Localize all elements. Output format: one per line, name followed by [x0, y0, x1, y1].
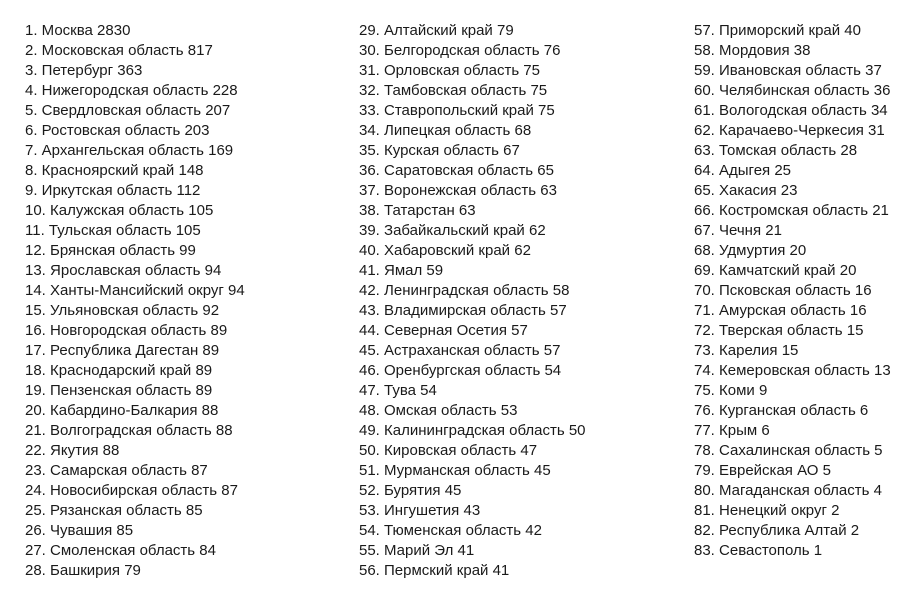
list-item: 7. Архангельская область 169	[25, 142, 234, 159]
list-item: 55. Марий Эл 41	[359, 542, 475, 559]
list-item: 10. Калужская область 105	[25, 202, 214, 219]
list-item: 75. Коми 9	[694, 382, 768, 399]
list-item: 23. Самарская область 87	[25, 462, 208, 479]
list-item: 4. Нижегородская область 228	[25, 82, 238, 99]
list-item: 77. Крым 6	[694, 422, 770, 439]
list-item: 28. Башкирия 79	[25, 562, 141, 579]
list-item: 41. Ямал 59	[359, 262, 444, 279]
list-item: 74. Кемеровская область 13	[694, 362, 891, 379]
list-item: 19. Пензенская область 89	[25, 382, 213, 399]
list-item: 46. Оренбургская область 54	[359, 362, 562, 379]
list-item: 49. Калининградская область 50	[359, 422, 586, 439]
list-item: 64. Адыгея 25	[694, 162, 792, 179]
list-column-2	[359, 21, 586, 581]
list-item: 50. Кировская область 47	[359, 442, 538, 459]
list-item: 83. Севастополь 1	[694, 542, 823, 559]
list-item: 57. Приморский край 40	[694, 22, 861, 39]
list-item: 16. Новгородская область 89	[25, 322, 228, 339]
list-item: 15. Ульяновская область 92	[25, 302, 220, 319]
list-item: 45. Астраханская область 57	[359, 342, 561, 359]
list-item: 69. Камчатский край 20	[694, 262, 857, 279]
list-item: 47. Тува 54	[359, 382, 437, 399]
list-item: 58. Мордовия 38	[694, 42, 811, 59]
list-item: 67. Чечня 21	[694, 222, 782, 239]
list-item: 68. Удмуртия 20	[694, 242, 807, 259]
list-item: 66. Костромская область 21	[694, 202, 889, 219]
list-item: 44. Северная Осетия 57	[359, 322, 528, 339]
list-item: 27. Смоленская область 84	[25, 542, 216, 559]
list-item: 48. Омская область 53	[359, 402, 518, 419]
list-item: 54. Тюменская область 42	[359, 522, 542, 539]
list-item: 13. Ярославская область 94	[25, 262, 222, 279]
list-item: 82. Республика Алтай 2	[694, 522, 860, 539]
list-item: 60. Челябинская область 36	[694, 82, 891, 99]
list-item: 53. Ингушетия 43	[359, 502, 481, 519]
list-item: 71. Амурская область 16	[694, 302, 867, 319]
list-item: 36. Саратовская область 65	[359, 162, 554, 179]
list-item: 72. Тверская область 15	[694, 322, 864, 339]
list-item: 8. Красноярский край 148	[25, 162, 204, 179]
list-item: 12. Брянская область 99	[25, 242, 196, 259]
list-item: 33. Ставропольский край 75	[359, 102, 555, 119]
region-ranking-list	[0, 21, 919, 591]
list-item: 37. Воронежская область 63	[359, 182, 557, 199]
list-item: 18. Краснодарский край 89	[25, 362, 213, 379]
list-item: 51. Мурманская область 45	[359, 462, 551, 479]
list-item: 40. Хабаровский край 62	[359, 242, 531, 259]
list-item: 29. Алтайский край 79	[359, 22, 514, 39]
list-item: 9. Иркутская область 112	[25, 182, 201, 199]
list-item: 73. Карелия 15	[694, 342, 799, 359]
list-item: 30. Белгородская область 76	[359, 42, 561, 59]
list-item: 26. Чувашия 85	[25, 522, 134, 539]
list-item: 42. Ленинградская область 58	[359, 282, 570, 299]
list-item: 1. Москва 2830	[25, 22, 131, 39]
list-item: 52. Бурятия 45	[359, 482, 462, 499]
list-item: 21. Волгоградская область 88	[25, 422, 233, 439]
list-item: 43. Владимирская область 57	[359, 302, 567, 319]
list-item: 62. Карачаево-Черкесия 31	[694, 122, 885, 139]
list-item: 2. Московская область 817	[25, 42, 213, 59]
list-item: 79. Еврейская АО 5	[694, 462, 831, 479]
list-item: 80. Магаданская область 4	[694, 482, 882, 499]
list-column-3	[694, 21, 891, 561]
list-item: 31. Орловская область 75	[359, 62, 540, 79]
list-item: 32. Тамбовская область 75	[359, 82, 548, 99]
list-item: 5. Свердловская область 207	[25, 102, 231, 119]
list-item: 20. Кабардино-Балкария 88	[25, 402, 219, 419]
list-item: 25. Рязанская область 85	[25, 502, 203, 519]
list-item: 56. Пермский край 41	[359, 562, 510, 579]
list-item: 81. Ненецкий округ 2	[694, 502, 840, 519]
list-item: 38. Татарстан 63	[359, 202, 476, 219]
list-item: 11. Тульская область 105	[25, 222, 201, 239]
list-item: 63. Томская область 28	[694, 142, 858, 159]
list-item: 76. Курганская область 6	[694, 402, 869, 419]
list-item: 59. Ивановская область 37	[694, 62, 882, 79]
list-item: 35. Курская область 67	[359, 142, 520, 159]
list-item: 6. Ростовская область 203	[25, 122, 210, 139]
list-item: 34. Липецкая область 68	[359, 122, 532, 139]
list-item: 39. Забайкальский край 62	[359, 222, 546, 239]
list-item: 22. Якутия 88	[25, 442, 120, 459]
list-column-1	[25, 21, 245, 581]
list-item: 14. Ханты-Мансийский округ 94	[25, 282, 245, 299]
list-item: 78. Сахалинская область 5	[694, 442, 883, 459]
list-item: 70. Псковская область 16	[694, 282, 872, 299]
list-item: 3. Петербург 363	[25, 62, 143, 79]
list-item: 61. Вологодская область 34	[694, 102, 888, 119]
list-item: 17. Республика Дагестан 89	[25, 342, 220, 359]
list-item: 24. Новосибирская область 87	[25, 482, 238, 499]
list-item: 65. Хакасия 23	[694, 182, 798, 199]
